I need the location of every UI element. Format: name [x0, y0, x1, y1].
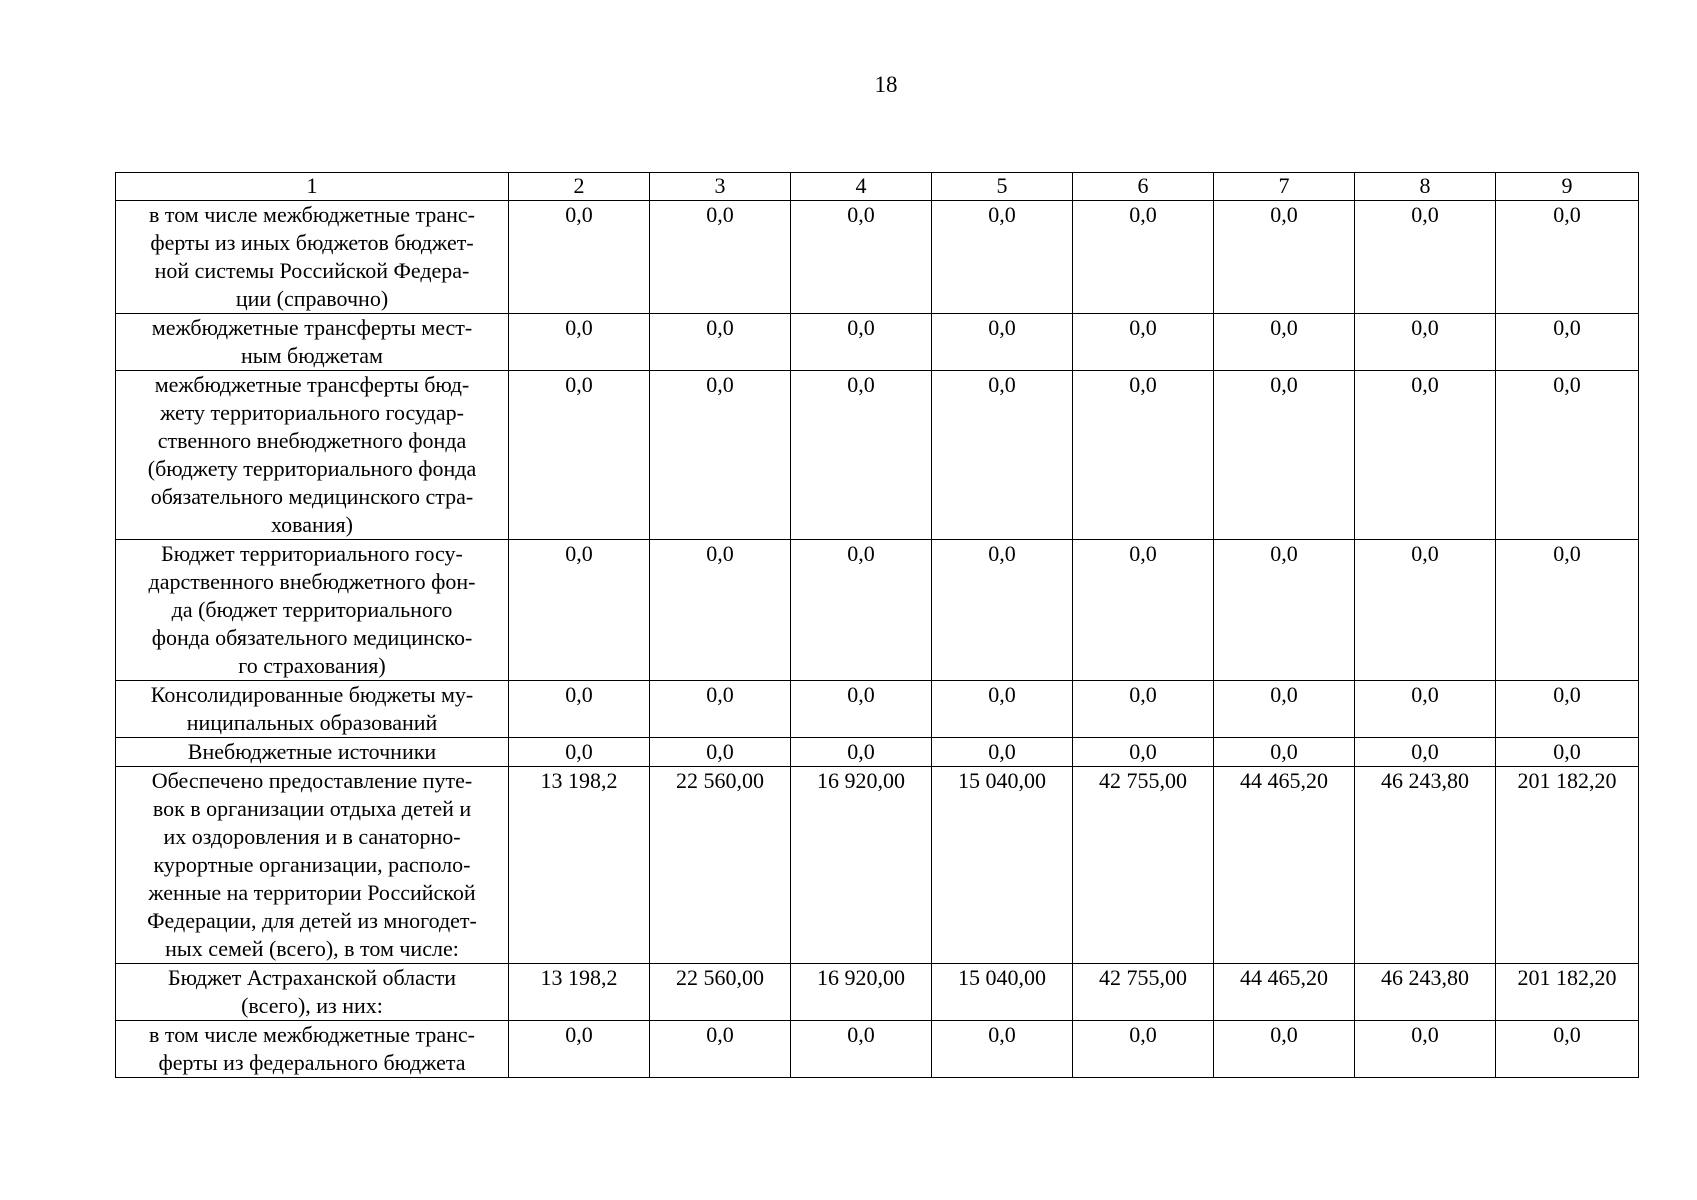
value-cell: 0,0 [509, 738, 650, 767]
table-row [116, 1021, 1639, 1078]
value-cell: 42 755,00 [1073, 767, 1214, 964]
value-cell: 0,0 [509, 681, 650, 738]
value-cell: 0,0 [509, 371, 650, 540]
value-cell: 0,0 [1496, 1021, 1639, 1078]
value-cell: 0,0 [650, 201, 791, 314]
row-label-line: (всего), из них: [241, 993, 383, 1018]
value-cell: 0,0 [650, 371, 791, 540]
value-cell: 0,0 [1073, 371, 1214, 540]
row-label [116, 540, 509, 681]
value-cell: 0,0 [791, 314, 932, 371]
row-label-line: ферты из иных бюджетов бюджет- [150, 230, 474, 255]
value-cell: 0,0 [1355, 738, 1496, 767]
column-number-row [116, 173, 1639, 201]
value-cell: 13 198,2 [509, 767, 650, 964]
value-cell: 0,0 [1214, 314, 1355, 371]
column-number: 4 [791, 173, 932, 201]
value-cell: 0,0 [509, 201, 650, 314]
row-label-line: женные на территории Российской [148, 880, 476, 905]
row-label [116, 681, 509, 738]
value-cell: 0,0 [932, 314, 1073, 371]
value-cell: 0,0 [932, 738, 1073, 767]
row-label-line: Внебюджетные источники [187, 739, 437, 764]
value-cell: 0,0 [1214, 1021, 1355, 1078]
value-cell: 0,0 [791, 201, 932, 314]
value-cell: 201 182,20 [1496, 767, 1639, 964]
value-cell: 0,0 [1496, 738, 1639, 767]
row-label-line: фонда обязательного медицинско- [151, 625, 473, 650]
value-cell: 16 920,00 [791, 964, 932, 1021]
value-cell: 46 243,80 [1355, 964, 1496, 1021]
row-label-line: ной системы Российской Федера- [154, 258, 470, 283]
table-row [116, 314, 1639, 371]
row-label-line: обязательного медицинского стра- [150, 484, 474, 509]
value-cell: 0,0 [650, 738, 791, 767]
value-cell: 0,0 [1496, 371, 1639, 540]
value-cell: 0,0 [509, 314, 650, 371]
value-cell: 44 465,20 [1214, 767, 1355, 964]
column-number: 5 [932, 173, 1073, 201]
value-cell: 22 560,00 [650, 964, 791, 1021]
column-number: 2 [509, 173, 650, 201]
value-cell: 0,0 [1355, 201, 1496, 314]
row-label-line: хования) [270, 512, 354, 537]
value-cell: 16 920,00 [791, 767, 932, 964]
row-label-line: дарственного внебюджетного фон- [148, 569, 476, 594]
value-cell: 0,0 [509, 1021, 650, 1078]
table-row [116, 201, 1639, 314]
row-label-line: межбюджетные трансферты мест- [151, 315, 473, 340]
value-cell: 0,0 [1355, 681, 1496, 738]
value-cell: 0,0 [791, 681, 932, 738]
value-cell: 0,0 [791, 1021, 932, 1078]
value-cell: 0,0 [1214, 738, 1355, 767]
value-cell: 22 560,00 [650, 767, 791, 964]
table-row [116, 767, 1639, 964]
value-cell: 44 465,20 [1214, 964, 1355, 1021]
column-number: 6 [1073, 173, 1214, 201]
value-cell: 0,0 [1355, 314, 1496, 371]
column-number: 1 [116, 173, 509, 201]
value-cell: 0,0 [1496, 201, 1639, 314]
value-cell: 0,0 [932, 540, 1073, 681]
value-cell: 0,0 [650, 1021, 791, 1078]
value-cell: 0,0 [1073, 1021, 1214, 1078]
row-label-line: вок в организации отдыха детей и [152, 796, 472, 821]
row-label [116, 371, 509, 540]
budget-table [115, 172, 1639, 1078]
value-cell: 0,0 [932, 201, 1073, 314]
row-label-line: Консолидированные бюджеты му- [150, 682, 474, 707]
column-number: 7 [1214, 173, 1355, 201]
row-label-line: курортные организации, располо- [153, 852, 471, 877]
row-label-line: ниципальных образований [186, 710, 438, 735]
column-number: 9 [1496, 173, 1639, 201]
row-label-line: (бюджету территориального фонда [147, 456, 477, 481]
row-label-line: ных семей (всего), в том числе: [165, 936, 459, 961]
value-cell: 0,0 [791, 540, 932, 681]
row-label [116, 964, 509, 1021]
value-cell: 42 755,00 [1073, 964, 1214, 1021]
row-label-line: да (бюджет территориального [171, 597, 453, 622]
value-cell: 0,0 [650, 314, 791, 371]
value-cell: 0,0 [791, 371, 932, 540]
value-cell: 0,0 [1214, 681, 1355, 738]
row-label-line: Обеспечено предоставление путе- [151, 768, 473, 793]
value-cell: 0,0 [1496, 681, 1639, 738]
row-label-line: ным бюджетам [241, 343, 383, 368]
row-label [116, 314, 509, 371]
row-label-line: межбюджетные трансферты бюд- [154, 372, 470, 397]
row-label [116, 767, 509, 964]
table-row [116, 964, 1639, 1021]
value-cell: 0,0 [1073, 314, 1214, 371]
value-cell: 0,0 [1355, 371, 1496, 540]
row-label-line: Бюджет территориального госу- [161, 541, 463, 566]
value-cell: 0,0 [509, 540, 650, 681]
row-label [116, 738, 509, 767]
row-label-line: в том числе межбюджетные транс- [149, 202, 475, 227]
table-row [116, 371, 1639, 540]
value-cell: 0,0 [791, 738, 932, 767]
row-label-line: го страхования) [238, 653, 386, 678]
value-cell: 0,0 [1496, 540, 1639, 681]
value-cell: 0,0 [1355, 1021, 1496, 1078]
row-label-line: Бюджет Астраханской области [167, 965, 457, 990]
row-label [116, 1021, 509, 1078]
page-number: 18 [874, 72, 898, 97]
table-body [116, 173, 1639, 1078]
value-cell: 0,0 [1214, 540, 1355, 681]
row-label-line: их оздоровления и в санаторно- [163, 824, 461, 849]
value-cell: 0,0 [1496, 314, 1639, 371]
row-label-line: в том числе межбюджетные транс- [149, 1022, 475, 1047]
table-row [116, 540, 1639, 681]
column-number: 3 [650, 173, 791, 201]
value-cell: 0,0 [1073, 201, 1214, 314]
value-cell: 46 243,80 [1355, 767, 1496, 964]
row-label-line: ственного внебюджетного фонда [157, 428, 467, 453]
value-cell: 0,0 [932, 681, 1073, 738]
value-cell: 0,0 [1355, 540, 1496, 681]
row-label [116, 201, 509, 314]
row-label-line: Федерации, для детей из многодет- [147, 908, 477, 933]
value-cell: 0,0 [1214, 371, 1355, 540]
value-cell: 0,0 [650, 540, 791, 681]
value-cell: 0,0 [1073, 738, 1214, 767]
value-cell: 0,0 [932, 1021, 1073, 1078]
value-cell: 201 182,20 [1496, 964, 1639, 1021]
row-label-line: ферты из федерального бюджета [158, 1050, 466, 1075]
value-cell: 15 040,00 [932, 964, 1073, 1021]
value-cell: 0,0 [1214, 201, 1355, 314]
value-cell: 0,0 [1073, 681, 1214, 738]
value-cell: 13 198,2 [509, 964, 650, 1021]
value-cell: 15 040,00 [932, 767, 1073, 964]
column-number: 8 [1355, 173, 1496, 201]
value-cell: 0,0 [932, 371, 1073, 540]
table-row [116, 738, 1639, 767]
row-label-line: жету территориального государ- [160, 400, 464, 425]
value-cell: 0,0 [650, 681, 791, 738]
row-label-line: ции (справочно) [235, 286, 389, 311]
table-row [116, 681, 1639, 738]
value-cell: 0,0 [1073, 540, 1214, 681]
